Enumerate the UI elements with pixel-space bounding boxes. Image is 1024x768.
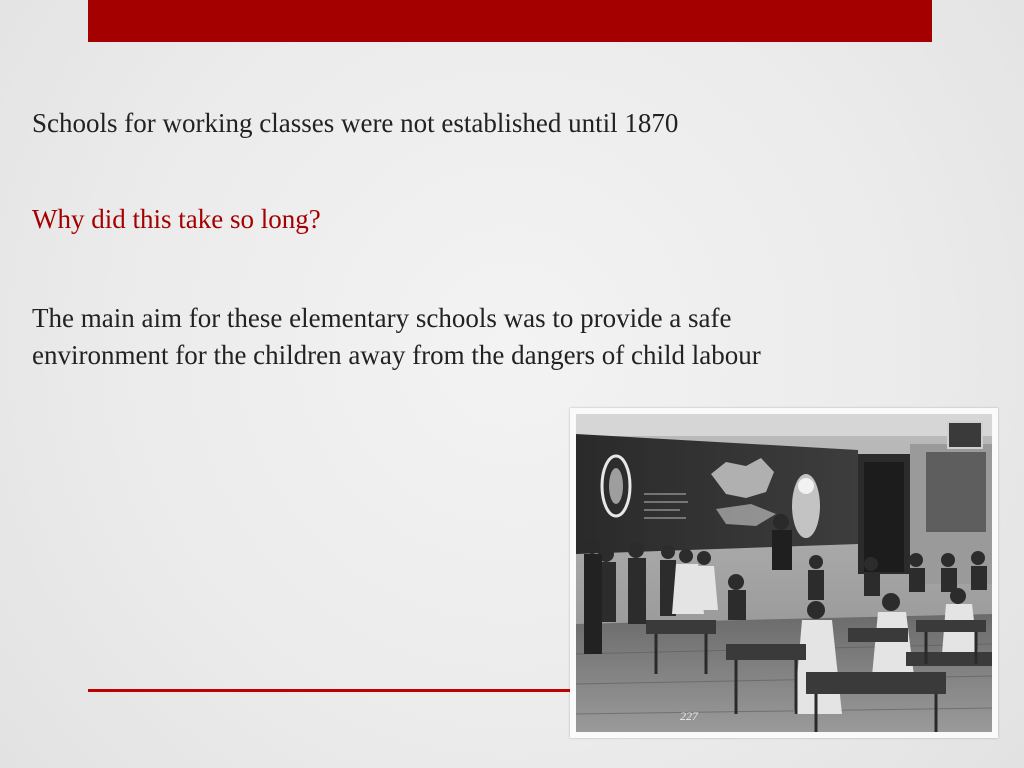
question-text: Why did this take so long? <box>32 204 321 234</box>
photo-mark: 227 <box>680 709 698 723</box>
footer-accent-line <box>88 689 578 692</box>
classroom-photo <box>576 414 992 732</box>
classroom-photo-frame <box>570 408 998 738</box>
body-text-schools: Schools for working classes were not established until 1870 <box>32 108 679 138</box>
header-accent-bar <box>88 0 932 42</box>
body-text-aim: The main aim for these elementary schools was to provide a safe environment for the children away from the dangers of child labour <box>32 303 761 370</box>
